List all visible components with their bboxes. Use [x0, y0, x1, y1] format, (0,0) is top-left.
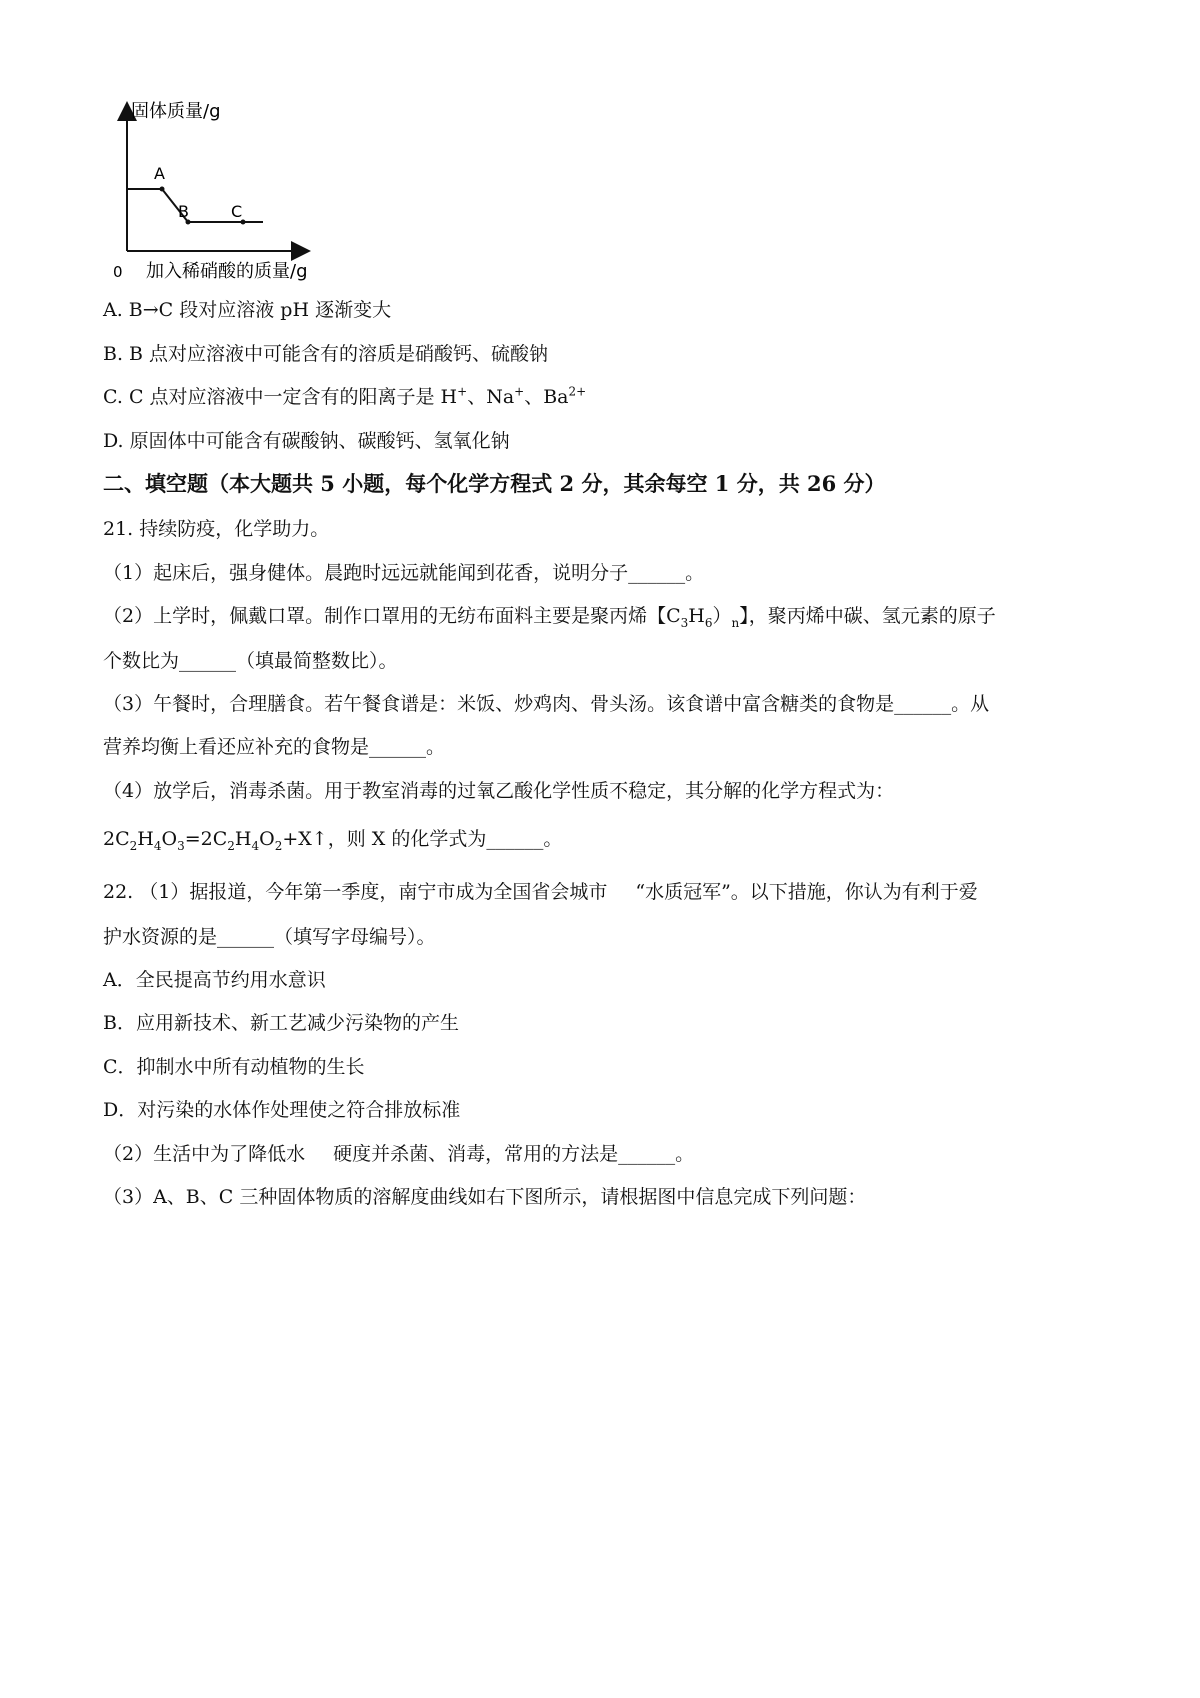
q21-part2-line2	[103, 649, 398, 673]
q20-option-c	[103, 385, 586, 409]
equation-text: +X↑	[282, 828, 328, 850]
q21-part4-text: （4）放学后，消毒杀菌。用于教室消毒的过氧乙酸化学性质不稳定，其分解的化学方程式为：	[103, 780, 895, 802]
q22-part2	[103, 1142, 694, 1166]
q21-part4	[103, 779, 894, 803]
equation-text: =2C	[184, 828, 228, 850]
y-axis-label: 固体质量/g	[131, 101, 221, 122]
q21-part2	[103, 604, 996, 628]
equation-text: 2C	[103, 828, 130, 850]
q22-option-d-text: D．对污染的水体作处理使之符合排放标准	[103, 1099, 461, 1121]
q22-part1-line2-text: 护水资源的是______（填写字母编号）。	[103, 926, 436, 948]
q21-part3	[103, 692, 989, 716]
q20-option-c-text: 、Na	[467, 386, 515, 408]
equation-text: H	[137, 828, 154, 850]
point-a-label: A	[154, 164, 165, 183]
q20-option-d	[103, 429, 510, 453]
section-2-title-text: 二、填空题（本大题共 5 小题，每个化学方程式 2 分，其余每空 1 分，共 26 分）	[103, 471, 886, 496]
q21-stem	[103, 517, 329, 541]
q22-part2-text: （2）生活中为了降低水	[103, 1143, 306, 1165]
q21-part3-line2	[103, 735, 445, 759]
q22-part1-text: 22. （1）据报道，今年第一季度，南宁市成为全国省会城市	[103, 881, 608, 903]
q22-part3-text: （3）A、B、C 三种固体物质的溶解度曲线如右下图所示，请根据图中信息完成下列问题：	[103, 1186, 867, 1208]
q22-option-b-text: B．应用新技术、新工艺减少污染物的产生	[103, 1012, 459, 1034]
subscript: 2	[227, 838, 235, 853]
equation-text: O	[161, 828, 178, 850]
equation-text: O	[259, 828, 275, 850]
equation-tail: ，则 X 的化学式为______。	[327, 828, 563, 850]
subscript: 3	[177, 838, 185, 853]
origin-label: 0	[113, 263, 123, 281]
q22-option-b	[103, 1011, 459, 1035]
subscript: 4	[153, 838, 162, 853]
q22-part1	[103, 880, 978, 904]
subscript: 2	[274, 838, 283, 853]
q20-option-d-text: D. 原固体中可能含有碳酸钠、碳酸钙、氢氧化钠	[103, 430, 510, 452]
q22-part3	[103, 1185, 866, 1209]
subscript: 3	[680, 615, 689, 630]
q22-part1-text: “水质冠军”。以下措施，你认为有利于爱	[635, 881, 978, 903]
q21-part2-text: ）	[712, 605, 732, 627]
q20-option-b-text: B. B 点对应溶液中可能含有的溶质是硝酸钙、硫酸钠	[103, 343, 549, 365]
q22-part1-line2	[103, 925, 436, 949]
q22-option-d	[103, 1098, 460, 1122]
q21-part2-text: （2）上学时，佩戴口罩。制作口罩用的无纺布面料主要是聚丙烯【C	[103, 605, 681, 627]
section-2-title	[103, 472, 886, 496]
subscript: 6	[704, 615, 713, 630]
superscript: +	[514, 384, 525, 399]
q22-part2-text: 硬度并杀菌、消毒，常用的方法是______。	[333, 1143, 695, 1165]
q21-part1-text: （1）起床后，强身健体。晨跑时远远就能闻到花香，说明分子______。	[103, 562, 705, 584]
subscript: 2	[129, 838, 138, 853]
q21-part2-text: H	[688, 605, 705, 627]
q21-equation	[103, 827, 562, 851]
q21-part2-line2-text: 个数比为______（填最简整数比）。	[103, 650, 398, 672]
q22-option-c	[103, 1055, 365, 1079]
q20-option-a	[103, 298, 391, 322]
q22-option-c-text: C．抑制水中所有动植物的生长	[103, 1056, 365, 1078]
point-c-label: C	[231, 202, 243, 221]
q22-option-a-text: A．全民提高节约用水意识	[103, 969, 326, 991]
solid-mass-chart	[110, 95, 370, 305]
x-axis-label: 加入稀硝酸的质量/g	[146, 261, 308, 282]
equation-text: H	[234, 828, 252, 850]
q20-option-b	[103, 342, 548, 366]
q21-part1	[103, 561, 704, 585]
q22-option-a	[103, 968, 326, 992]
subscript: n	[731, 615, 740, 630]
q21-part3-text: （3）午餐时，合理膳食。若午餐食谱是：米饭、炒鸡肉、骨头汤。该食谱中富含糖类的食物是______。从	[103, 693, 990, 715]
superscript: +	[457, 384, 468, 399]
q20-option-c-text: 、Ba	[524, 386, 569, 408]
q21-stem-text: 21. 持续防疫，化学助力。	[103, 518, 330, 540]
subscript: 4	[251, 838, 260, 853]
point-a-marker	[160, 187, 165, 192]
q21-part3-line2-text: 营养均衡上看还应补充的食物是______。	[103, 736, 446, 758]
point-b-label: B	[178, 202, 189, 221]
q20-option-c-text: C. C 点对应溶液中一定含有的阳离子是 H	[103, 386, 458, 408]
q21-part2-text: 】，聚丙烯中碳、氢元素的原子	[739, 605, 996, 627]
superscript: 2+	[568, 384, 587, 399]
mass-curve	[127, 189, 263, 222]
q20-option-a-text: A. B→C 段对应溶液 pH 逐渐变大	[103, 299, 392, 321]
